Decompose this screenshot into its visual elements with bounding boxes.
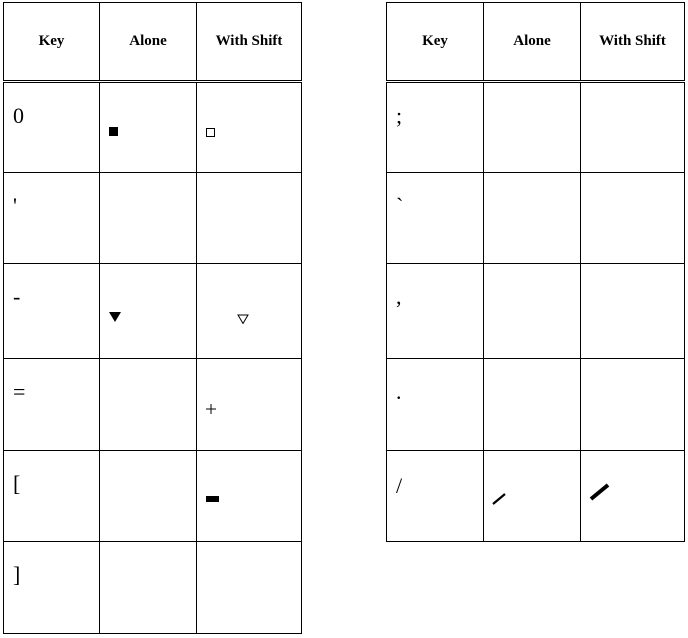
header-key: Key (387, 3, 484, 82)
table-row (4, 82, 302, 173)
left-key-table (3, 2, 302, 634)
key-cell (4, 542, 100, 634)
key-cell (4, 82, 100, 173)
alone-cell (484, 451, 581, 542)
hollow-square-icon (206, 128, 215, 137)
alone-cell (100, 359, 197, 451)
key-label: / (396, 473, 403, 498)
alone-cell (100, 451, 197, 542)
shift-cell (197, 359, 302, 451)
filled-square-icon (109, 127, 118, 136)
alone-cell (484, 264, 581, 359)
shift-cell (197, 264, 302, 359)
alone-cell (484, 82, 581, 173)
key-label: ; (396, 103, 403, 128)
shift-cell (197, 173, 302, 264)
shift-cell (197, 451, 302, 542)
shift-cell (581, 451, 685, 542)
header-key: Key (4, 3, 100, 82)
key-label: ] (13, 562, 21, 587)
shift-cell (581, 359, 685, 451)
thin-slash-icon (492, 491, 506, 505)
table-row (4, 264, 302, 359)
shift-cell (581, 82, 685, 173)
key-label: 0 (13, 103, 24, 128)
alone-cell (100, 542, 197, 634)
alone-cell (100, 173, 197, 264)
table-row (4, 451, 302, 542)
alone-cell (484, 359, 581, 451)
shift-cell (197, 82, 302, 173)
key-cell (387, 451, 484, 542)
shift-cell (197, 542, 302, 634)
key-label: . (396, 379, 402, 404)
right-key-table (386, 2, 685, 542)
plus-icon (206, 404, 216, 414)
header-with-shift: With Shift (581, 3, 685, 82)
shift-cell (581, 173, 685, 264)
key-label: , (396, 284, 402, 309)
header-alone: Alone (484, 3, 581, 82)
key-label: ' (13, 193, 17, 218)
key-label: = (13, 379, 26, 404)
key-label: - (13, 284, 21, 309)
shift-cell (581, 264, 685, 359)
key-cell (387, 359, 484, 451)
header-with-shift: With Shift (197, 3, 302, 82)
table-row (387, 173, 685, 264)
table-row (387, 451, 685, 542)
thick-dash-icon (206, 496, 219, 502)
alone-cell (100, 82, 197, 173)
thick-slash-icon (589, 483, 611, 501)
table-row (4, 542, 302, 634)
key-label: [ (13, 471, 21, 496)
table-row (4, 173, 302, 264)
key-cell (387, 264, 484, 359)
filled-down-triangle-icon (109, 312, 121, 322)
key-cell (4, 451, 100, 542)
table-row (387, 82, 685, 173)
key-cell (387, 82, 484, 173)
key-cell (4, 264, 100, 359)
header-alone: Alone (100, 3, 197, 82)
key-cell (387, 173, 484, 264)
key-label: ` (396, 193, 404, 218)
key-cell (4, 173, 100, 264)
alone-cell (100, 264, 197, 359)
table-row (4, 359, 302, 451)
hollow-down-triangle-icon (237, 314, 249, 324)
table-row (387, 359, 685, 451)
alone-cell (484, 173, 581, 264)
table-row (387, 264, 685, 359)
key-cell (4, 359, 100, 451)
